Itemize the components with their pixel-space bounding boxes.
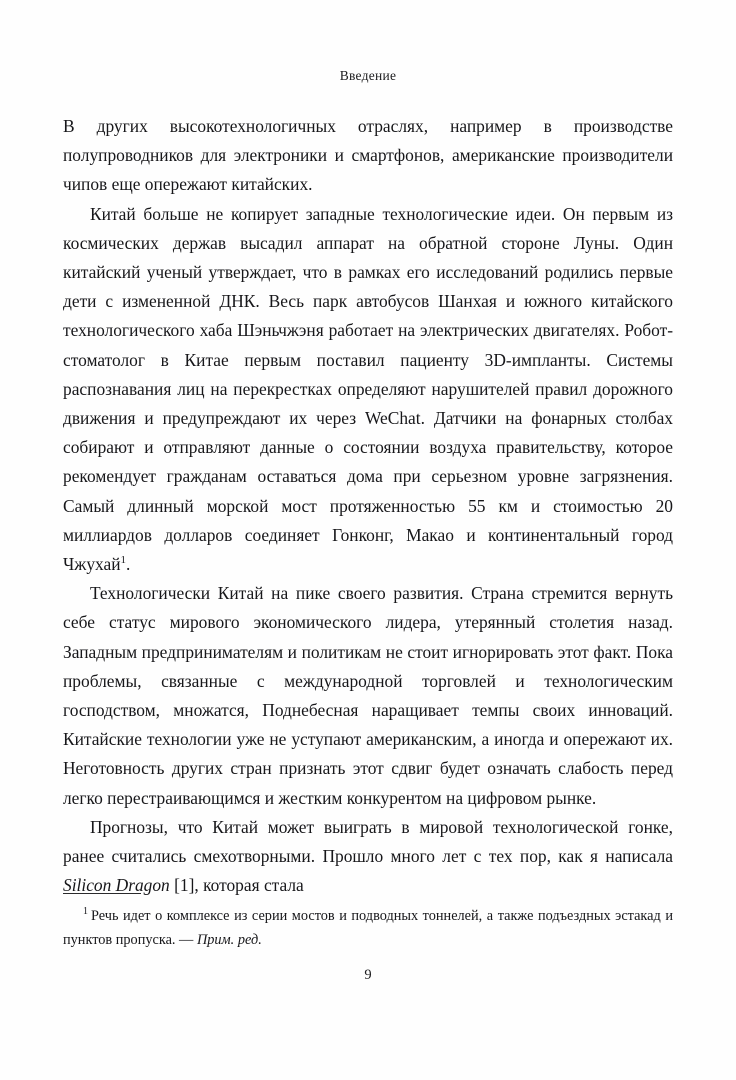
paragraph-3 bbox=[63, 579, 673, 813]
running-head: Введение bbox=[339, 68, 397, 83]
paragraph-2-tail: . bbox=[126, 554, 131, 575]
body-text-column bbox=[63, 112, 673, 900]
footnote-separator-rule bbox=[63, 893, 141, 894]
paragraph-2 bbox=[63, 200, 673, 580]
paragraph-3-text: Технологически Китай на пике своего развития. Страна стремится вернуть себе статус мирового экономического лидера, утерянный столетия назад. Западным предпринимателям и политикам не стоит игнорировать этот факт. Пока проблемы, связанные с международной торговлей и технологическим господством, множатся, Поднебесная наращивает темпы своих инноваций. Китайские технологии уже не уступают американским, а иногда и опережают их. Неготовность других стран признать этот сдвиг будет означать слабость перед легко перестраивающимся и жестким конкурентом на цифровом рынке. bbox=[63, 583, 673, 808]
footnote-area bbox=[63, 893, 673, 952]
paragraph-1 bbox=[63, 112, 673, 200]
page-number: 9 bbox=[364, 967, 372, 983]
paragraph-4 bbox=[63, 813, 673, 901]
footnote-1 bbox=[63, 905, 673, 952]
footnote-marker: 1 bbox=[83, 906, 89, 918]
paragraph-2-text: Китай больше не копирует западные технологические идеи. Он первым из космических держав высадил аппарат на обратной стороне Луны. Один китайский ученый утверждает, что в рамках его исследований родились первые дети с измененной ДНК. Весь парк автобусов Шанхая и южного китайского технологического хаба Шэньчжэня работает на электрических двигателях. Робот-стоматолог в Китае первым поставил пациенту 3D-импланты. Системы распознавания лиц на перекрестках определяют нарушителей правил дорожного движения и предупреждают их через WeChat. Датчики на фонарных столбах собирают и отправляют данные о состоянии воздуха правительству, которое рекомендует гражданам оставаться дома при серьезном уровне загрязнения. Самый длинный морской мост протяженностью 55 км и стоимостью 20 миллиардов долларов соединяет Гонконг, Макао и континентальный город Чжухай bbox=[63, 203, 673, 575]
paragraph-4-text-after-title: [1], которая стала bbox=[169, 875, 304, 896]
footnote-reference-1[interactable]: 1 bbox=[120, 554, 127, 567]
book-title-silicon-dragon: Silicon Dragon bbox=[63, 875, 170, 896]
footnote-text-before-italic: Речь идет о комплексе из серии мостов и подводных тоннелей, а также подъездных эстакад и пунктов пропуска. — bbox=[63, 908, 673, 948]
paragraph-1-text: В других высокотехнологичных отраслях, например в производстве полупроводников для электроники и смартфонов, американские производители чипов еще опережают китайских. bbox=[63, 116, 673, 195]
paragraph-4-text-before-title: Прогнозы, что Китай может выиграть в мировой технологической гонке, ранее считались смехотворными. Прошло много лет с тех пор, как я написала bbox=[63, 816, 673, 867]
footnote-editor-note: Прим. ред. bbox=[196, 931, 262, 948]
